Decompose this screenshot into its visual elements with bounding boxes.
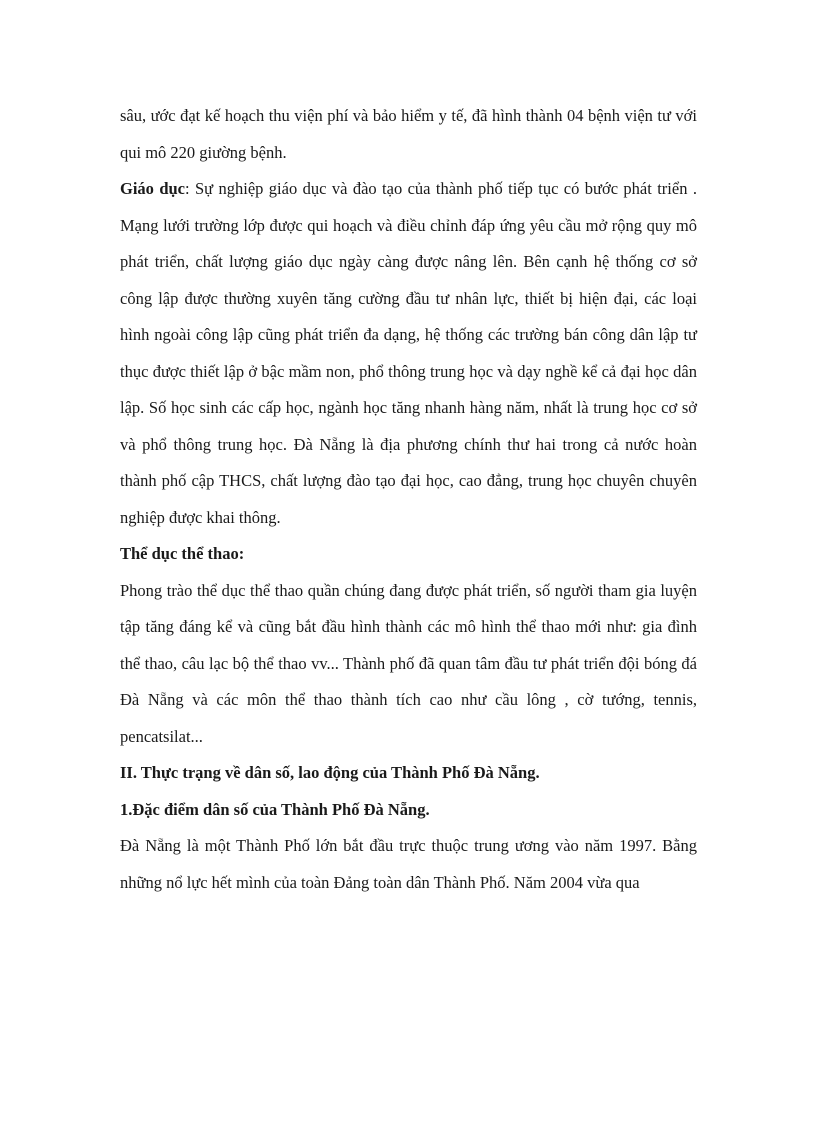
paragraph-health-continued: sâu, ước đạt kế hoạch thu viện phí và bảo hiểm y tế, đã hình thành 04 bệnh viện tư với qui mô 220 giường bệnh. bbox=[120, 106, 697, 162]
section-heading-population-labor: II. Thực trạng về dân số, lao động của Thành Phố Đà Nẵng. bbox=[120, 763, 540, 782]
sports-heading: Thể dục thể thao: bbox=[120, 544, 245, 563]
subsection-heading-population-features: 1.Đặc điểm dân số của Thành Phố Đà Nẵng. bbox=[120, 799, 430, 819]
document-body bbox=[120, 98, 697, 901]
education-lead-label: Giáo dục bbox=[120, 179, 185, 198]
paragraph-sports: Phong trào thể dục thể thao quần chúng đang được phát triển, số người tham gia luyện tập tăng đáng kể và cũng bắt đầu hình thành các mô hình thể thao mới như: gia đình thể thao, câu lạc bộ thể thao vv... Thành phố đã quan tâm đầu tư phát triển đội bóng đá Đà Nẵng và các môn thể thao thành tích cao như cầu lông , cờ tướng, tennis, pencatsilat... bbox=[120, 580, 697, 746]
paragraph-population: Đà Nẵng là một Thành Phố lớn bắt đầu trực thuộc trung ương vào năm 1997. Bằng những nổ lực hết mình của toàn Đảng toàn dân Thành Phố. Năm 2004 vừa qua bbox=[120, 836, 697, 892]
education-text: : Sự nghiệp giáo dục và đào tạo của thành phố tiếp tục có bước phát triển . Mạng lưới trường lớp được qui hoạch và điều chỉnh đáp ứng yêu cầu mở rộng quy mô phát triển, chất lượng giáo dục ngày càng được nâng lên. Bên cạnh hệ thống cơ sở công lập được thường xuyên tăng cường đầu tư nhân lực, thiết bị hiện đại, các loại hình ngoài công lập cũng phát triển đa dạng, hệ thống các trường bán công dân lập tư thục được thiết lập ở bậc mầm non, phổ thông trung học và dạy nghề kể cả đại học dân lập. Số học sinh các cấp học, ngành học tăng nhanh hàng năm, nhất là trung học cơ sở và phổ thông trung học. Đà Nẵng là địa phương chính thư hai trong cả nước hoàn thành phố cập THCS, chất lượng đào tạo đại học, cao đẳng, trung học chuyên chuyên nghiệp được khai thông. bbox=[120, 179, 697, 527]
paragraph-education bbox=[120, 171, 697, 536]
